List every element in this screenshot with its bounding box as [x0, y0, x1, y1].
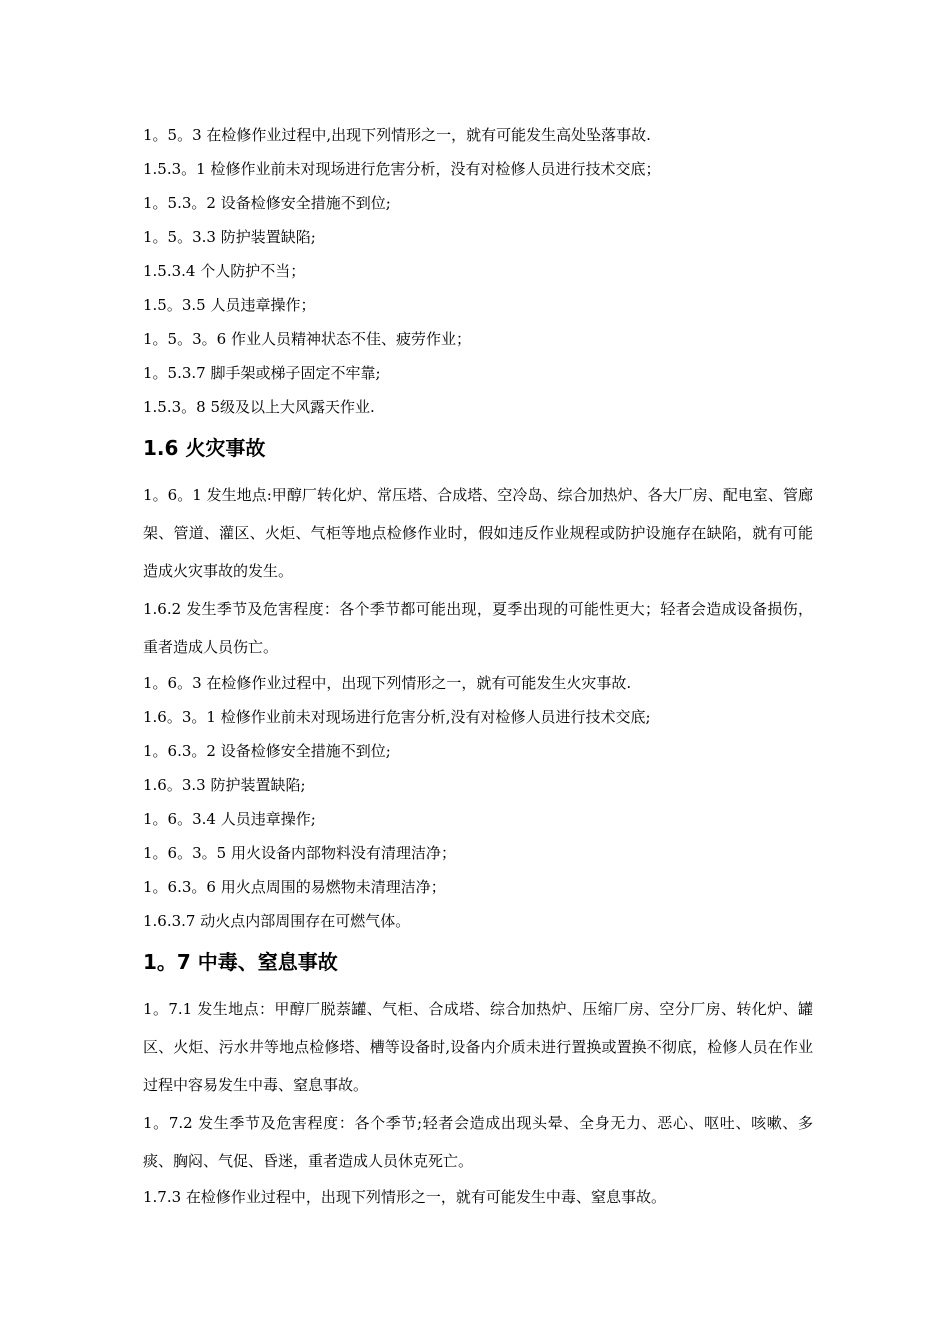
section-heading-poisoning: 1。7 中毒、窒息事故: [143, 950, 338, 974]
text-line: 1。5。3 在检修作业过程中,出现下列情形之一，就有可能发生高处坠落事故.: [143, 126, 651, 144]
text-line: 1.7.3 在检修作业过程中，出现下列情形之一，就有可能发生中毒、窒息事故。: [143, 1188, 666, 1206]
text-line: 1.6.3.7 动火点内部周围存在可燃气体。: [143, 912, 411, 930]
paragraph: 1。6。1 发生地点:甲醇厂转化炉、常压塔、合成塔、空冷岛、综合加热炉、各大厂房、配电室、管廊架、管道、灌区、火炬、气柜等地点检修作业时，假如违反作业规程或防护设施存在缺陷，就有可能造成火灾事故的发生。: [143, 486, 813, 580]
text-line: 1。6。3 在检修作业过程中，出现下列情形之一，就有可能发生火灾事故.: [143, 674, 632, 692]
text-line: 1。6。3。5 用火设备内部物料没有清理洁净；: [143, 844, 456, 862]
text-line: 1。5。3。6 作业人员精神状态不佳、疲劳作业；: [143, 330, 471, 348]
document-body: [143, 118, 813, 1214]
text-line: 1.5.3。8 5级及以上大风露天作业.: [143, 398, 375, 416]
paragraph: 1.6.2 发生季节及危害程度：各个季节都可能出现，夏季出现的可能性更大；轻者会造成设备损伤，重者造成人员伤亡。: [143, 600, 813, 656]
text-line: 1.5.3.4 个人防护不当；: [143, 262, 306, 280]
text-line: 1.5。3.5 人员违章操作；: [143, 296, 316, 314]
text-line: 1.5.3。1 检修作业前未对现场进行危害分析，没有对检修人员进行技术交底；: [143, 160, 661, 178]
text-line: 1.6。3。1 检修作业前未对现场进行危害分析,没有对检修人员进行技术交底;: [143, 708, 651, 726]
text-line: 1。5。3.3 防护装置缺陷;: [143, 228, 316, 246]
text-line: 1。5.3.7 脚手架或梯子固定不牢靠;: [143, 364, 381, 382]
paragraph: 1。7.2 发生季节及危害程度：各个季节;轻者会造成出现头晕、全身无力、恶心、呕吐、咳嗽、多痰、胸闷、气促、昏迷，重者造成人员休克死亡。: [143, 1114, 813, 1170]
text-line: 1。6.3。6 用火点周围的易燃物未清理洁净；: [143, 878, 446, 896]
text-line: 1.6。3.3 防护装置缺陷;: [143, 776, 306, 794]
text-line: 1。6。3.4 人员违章操作;: [143, 810, 316, 828]
text-line: 1。6.3。2 设备检修安全措施不到位;: [143, 742, 391, 760]
paragraph: 1。7.1 发生地点：甲醇厂脱萘罐、气柜、合成塔、综合加热炉、压缩厂房、空分厂房、转化炉、罐区、火炬、污水井等地点检修塔、槽等设备时,设备内介质未进行置换或置换不彻底，检修人员在作业过程中容易发生中毒、窒息事故。: [143, 1000, 813, 1094]
section-heading-fire: 1.6 火灾事故: [143, 436, 266, 460]
text-line: 1。5.3。2 设备检修安全措施不到位;: [143, 194, 391, 212]
